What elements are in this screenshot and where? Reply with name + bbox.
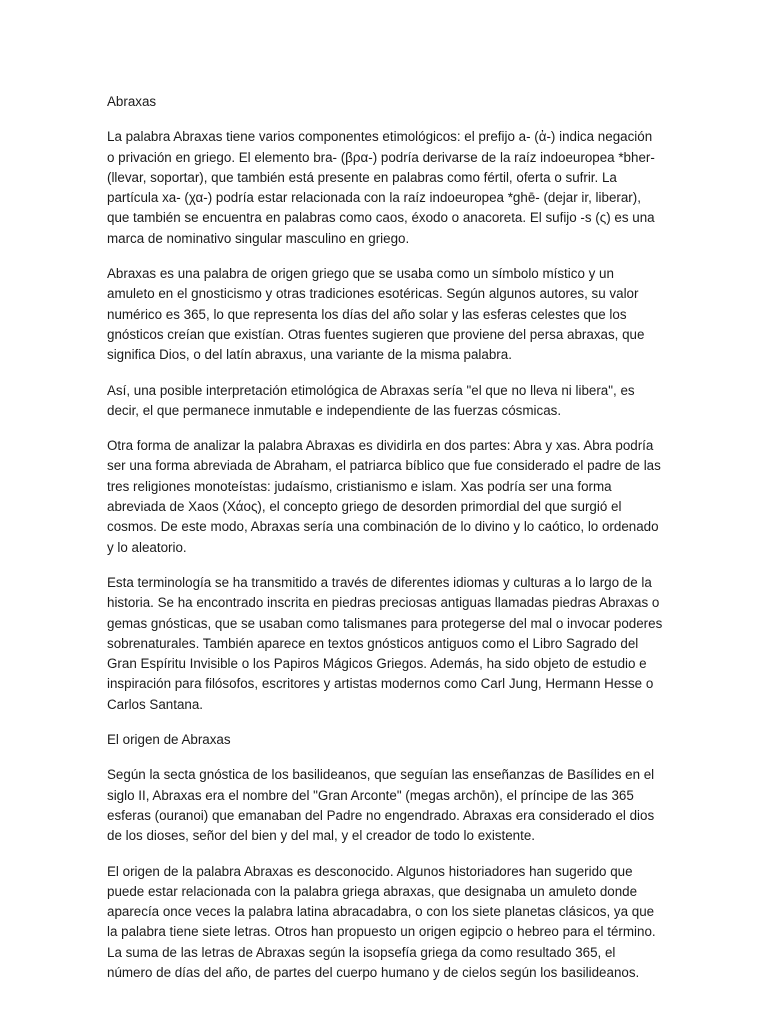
document-page xyxy=(107,92,663,998)
paragraph-word-origin: El origen de la palabra Abraxas es desconocido. Algunos historiadores han sugerido que puede estar relacionada con la palabra griega abraxas, que designaba un amuleto donde aparecía once veces la palabra latina abracadabra, o con los siete planetas clásicos, ya que la palabra tiene siete letras. Otros han propuesto un origen egipcio o hebreo para el término. La suma de las letras de Abraxas según la isopsefía griega da como resultado 365, el número de días del año, de partes del cuerpo humano y de cielos según los basilideanos. xyxy=(107,863,656,980)
heading-origin: El origen de Abraxas xyxy=(107,732,231,748)
paragraph-interpretation: Así, una posible interpretación etimológica de Abraxas sería "el que no lleva ni libera", es decir, el que permanece inmutable e independiente de las fuerzas cósmicas. xyxy=(107,382,635,418)
paragraph-origin-greek: Abraxas es una palabra de origen griego que se usaba como un símbolo místico y un amuleto en el gnosticismo y otras tradiciones esotéricas. Según algunos autores, su valor numérico es 365, lo que representa los días del año solar y las esferas celestes que los gnósticos creían que existían. Otras fuentes sugieren que proviene del persa abraxas, que significa Dios, o del latín abraxus, una variante de la misma palabra. xyxy=(107,266,645,363)
paragraph-basilideans: Según la secta gnóstica de los basilideanos, que seguían las enseñanzas de Basílides en el siglo II, Abraxas era el nombre del "Gran Arconte" (megas archōn), el príncipe de las 365 esferas (ouranoi) que emanaban del Padre no engendrado. Abraxas era considerado el dios de los dioses, señor del bien y del mal, y el creador de todo lo existente. xyxy=(107,767,655,844)
paragraph-division: Otra forma de analizar la palabra Abraxas es dividirla en dos partes: Abra y xas. Abra podría ser una forma abreviada de Abraham, el patriarca bíblico que fue considerado el padre de las tres religiones monoteístas: judaísmo, cristianismo e islam. Xas podría ser una forma abreviada de Xaos (Χάος), el concepto griego de desorden primordial del que surgió el cosmos. De este modo, Abraxas sería una combinación de lo divino y lo caótico, lo ordenado y lo aleatorio. xyxy=(107,438,661,555)
paragraph-etymology: La palabra Abraxas tiene varios componentes etimológicos: el prefijo a- (ἀ-) indica negación o privación en griego. El elemento bra- (βρα-) podría derivarse de la raíz indoeuropea *bher- (llevar, soportar), que también está presente en palabras como fértil, oferta o sufrir. La partícula xa- (χα-) podría estar relacionada con la raíz indoeuropea *ghē- (dejar ir, liberar), que también se encuentra en palabras como caos, éxodo o anacoreta. El sufijo -s (ς) es una marca de nominativo singular masculino en griego. xyxy=(107,129,655,246)
paragraph-terminology: Esta terminología se ha transmitido a través de diferentes idiomas y culturas a lo largo de la historia. Se ha encontrado inscrita en piedras preciosas antiguas llamadas piedras Abraxas o gemas gnósticas, que se usaban como talismanes para protegerse del mal o invocar poderes sobrenaturales. También aparece en textos gnósticos antiguos como el Libro Sagrado del Gran Espíritu Invisible o los Papiros Mágicos Griegos. Además, ha sido objeto de estudio e inspiración para filósofos, escritores y artistas modernos como Carl Jung, Hermann Hesse o Carlos Santana. xyxy=(107,574,663,712)
heading-abraxas: Abraxas xyxy=(107,94,157,109)
